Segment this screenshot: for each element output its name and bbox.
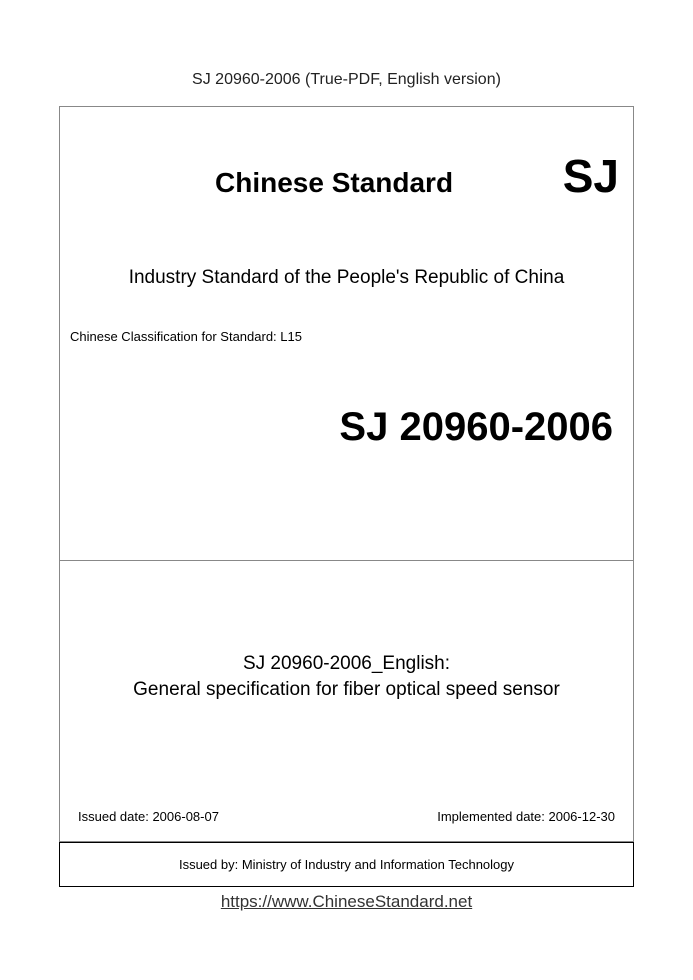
standard-title: Chinese Standard — [215, 167, 454, 198]
page-header: SJ 20960-2006 (True-PDF, English version) — [192, 71, 501, 88]
cover-top-box — [59, 106, 634, 561]
issued-date: Issued date: 2006-08-07 — [78, 809, 219, 824]
issuer-box — [59, 842, 634, 887]
standard-number: SJ 20960-2006 — [339, 405, 613, 449]
industry-standard-line: Industry Standard of the People's Republic of China — [128, 267, 565, 288]
issued-by: Issued by: Ministry of Industry and Information Technology — [178, 857, 515, 872]
document-title-line-1: SJ 20960-2006_English: — [242, 653, 451, 674]
implemented-date: Implemented date: 2006-12-30 — [437, 809, 615, 824]
cover-middle-box — [59, 560, 634, 842]
document-title-line-2: General specification for fiber optical speed sensor — [133, 679, 560, 700]
classification-line: Chinese Classification for Standard: L15 — [70, 329, 302, 344]
sj-mark: SJ — [562, 150, 619, 202]
footer-link[interactable]: https://www.ChineseStandard.net — [220, 892, 473, 911]
document-title — [60, 651, 633, 703]
